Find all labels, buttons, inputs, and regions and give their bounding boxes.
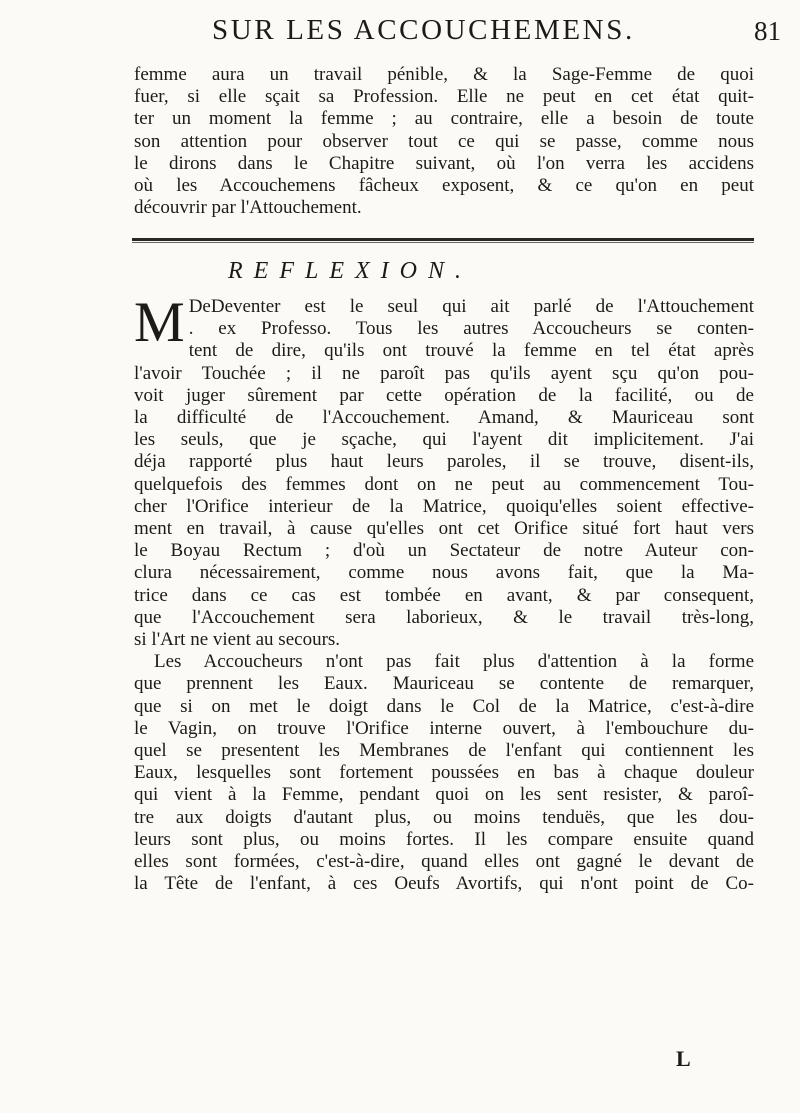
text-line: quelquefois des femmes dont on ne peut au commencement Tou- [134, 473, 754, 495]
text-line: trice dans ce cas est tombée en avant, & par consequent, [134, 584, 754, 606]
section-heading: REFLEXION. [228, 258, 472, 284]
section-divider [132, 238, 754, 241]
text-line: voit juger sûrement par cette opération de la facilité, ou de [134, 384, 754, 406]
text-line: tre aux doigts d'autant plus, ou moins tenduës, que les dou- [134, 806, 754, 828]
text-line: où les Accouchemens fâcheux exposent, & ce qu'on en peut [134, 175, 754, 197]
text-line: l'avoir Touchée ; il ne paroît pas qu'ils ayent sçu qu'on pou- [134, 362, 754, 384]
text-line: clura nécessairement, comme nous avons fait, que la Ma- [134, 562, 754, 584]
page-number: 81 [754, 16, 781, 46]
signature-mark: L [676, 1046, 691, 1071]
text-line: déja rapporté plus haut leurs paroles, il se trouve, disent-ils, [134, 451, 754, 473]
text-line: découvrir par l'Attouchement. [134, 197, 362, 219]
page-header [0, 14, 800, 64]
text-line: son attention pour observer tout ce qui se passe, comme nous [134, 130, 754, 152]
text-line: femme aura un travail pénible, & la Sage-Femme de quoi [134, 64, 754, 85]
text-line: le Boyau Rectum ; d'où un Sectateur de notre Auteur con- [134, 540, 754, 562]
text-line: la difficulté de l'Accouchement. Amand, & Mauriceau sont [134, 407, 754, 429]
text-line: Eaux, lesquelles sont fortement poussées en bas à chaque douleur [134, 762, 754, 784]
paragraph-2 [134, 651, 754, 895]
reflexion-body [134, 291, 754, 895]
drop-cap: M [134, 291, 185, 354]
intro-paragraph [134, 64, 754, 219]
text-line: ter un moment la femme ; au contraire, elle a besoin de toute [134, 108, 754, 130]
text-line: ment en travail, à cause qu'elles ont cet Orifice situé fort haut vers [134, 518, 754, 540]
text-line: quel se presentent les Membranes de l'enfant qui contiennent les [134, 740, 754, 762]
text-line: la Tête de l'enfant, à ces Oeufs Avortifs, qui n'ont point de Co- [134, 873, 754, 895]
text-line: tent de dire, qu'ils ont trouvé la femme en tel état après [188, 340, 754, 362]
text-line: le dirons dans le Chapitre suivant, où l'on verra les accidens [134, 152, 754, 174]
text-line: les seuls, que je sçache, qui l'ayent dit implicitement. J'ai [134, 429, 754, 451]
text-line: que prennent les Eaux. Mauriceau se contente de remarquer, [134, 673, 754, 695]
text-line: DeDeventer est le seul qui ait parlé de l'Attouchement [188, 296, 754, 317]
text-line: leurs sont plus, ou moins fortes. Il les compare ensuite quand [134, 828, 754, 850]
text-line: si l'Art ne vient au secours. [134, 629, 341, 651]
text-line: que si on met le doigt dans le Col de la Matrice, c'est-à-dire [134, 695, 754, 717]
text-line: que l'Accouchement sera laborieux, & le travail très-long, [134, 606, 754, 628]
text-line: le Vagin, on trouve l'Orifice interne ouvert, à l'embouchure du- [134, 717, 754, 739]
text-line: elles sont formées, c'est-à-dire, quand elles ont gagné le devant de [134, 851, 754, 873]
text-line: Les Accoucheurs n'ont pas fait plus d'attention à la forme [154, 651, 754, 673]
text-line: . ex Professo. Tous les autres Accoucheurs se conten- [188, 318, 754, 340]
text-line: cher l'Orifice interieur de la Matrice, quoiqu'elles soient effective- [134, 495, 754, 517]
text-line: fuer, si elle sçait sa Profession. Elle ne peut en cet état quit- [134, 86, 754, 108]
text-line: qui vient à la Femme, pendant quoi on les sent resister, & paroî- [134, 784, 754, 806]
running-title: SUR LES ACCOUCHEMENS. [212, 14, 635, 46]
